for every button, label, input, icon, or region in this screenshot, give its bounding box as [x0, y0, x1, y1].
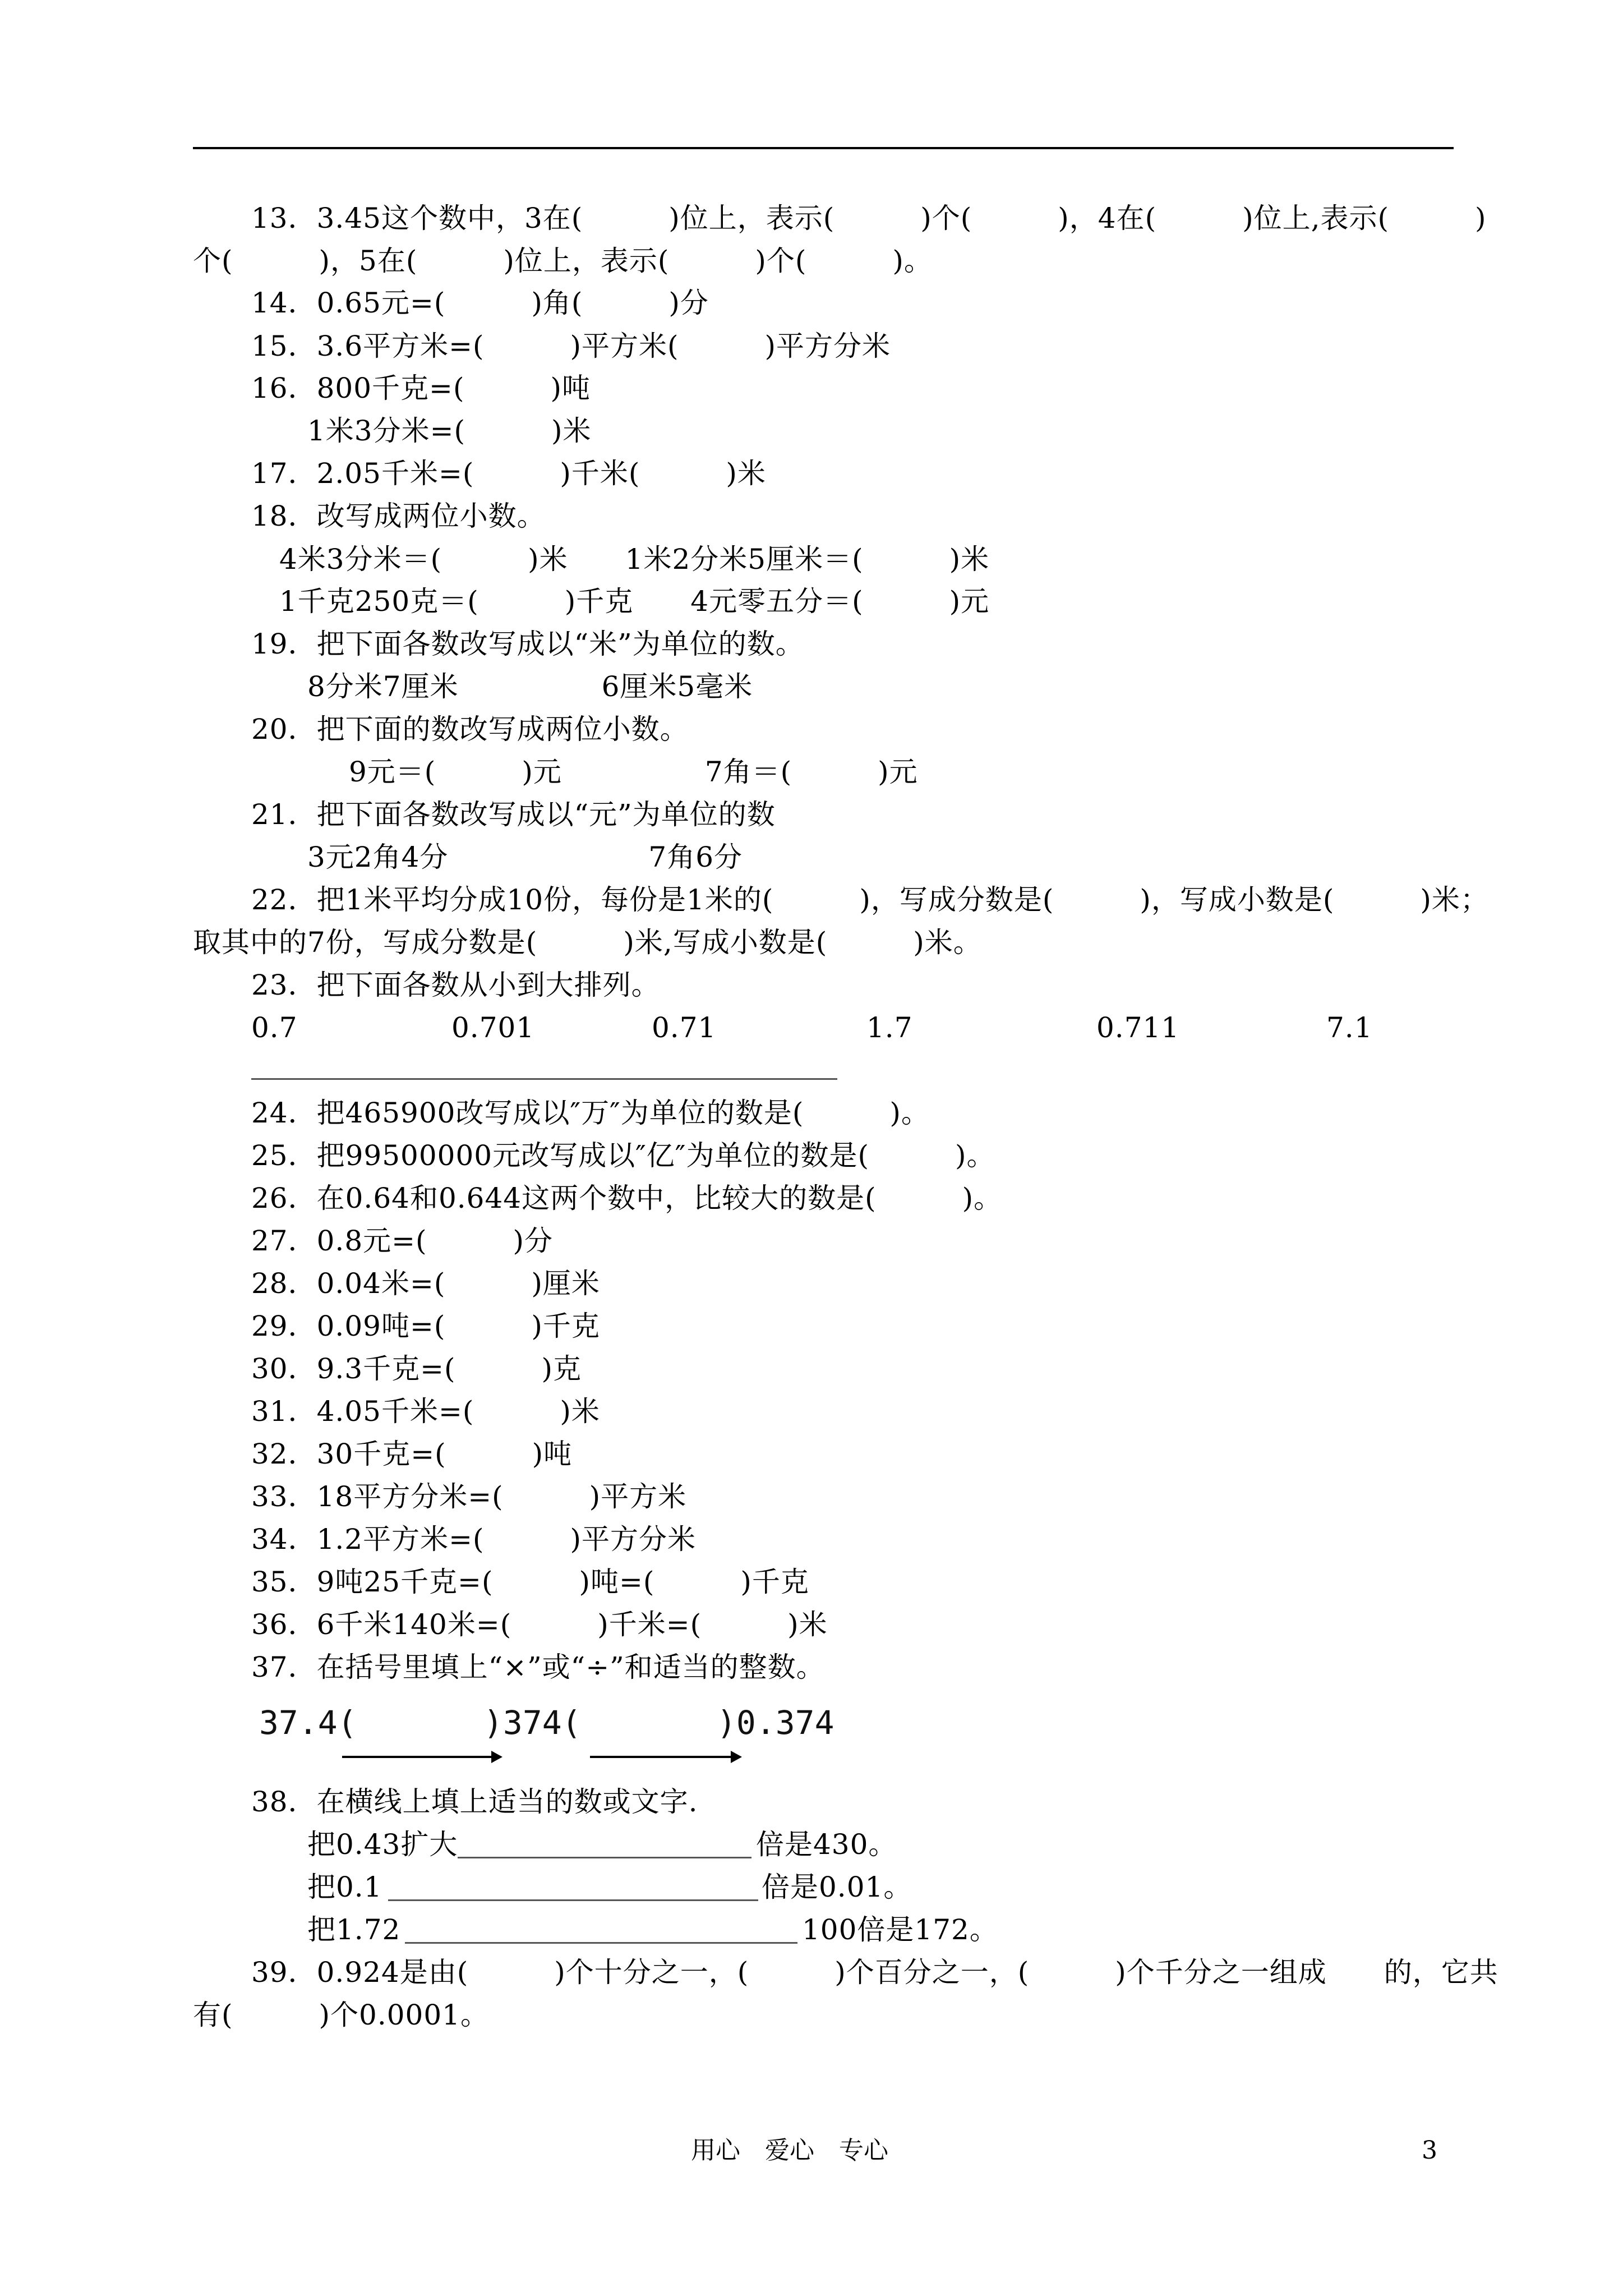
answer-line	[388, 1899, 758, 1901]
question-20-sub: 9元＝( )元 7角＝( )元	[349, 756, 918, 788]
question-15: 15．3.6平方米=( )平方米( )平方分米	[251, 330, 891, 362]
number-item: 0.701	[451, 1011, 535, 1044]
question-23: 23．把下面各数从小到大排列。	[251, 969, 660, 1001]
number-item: )374(	[483, 1704, 582, 1742]
question-27: 27．0.8元=( )分	[251, 1225, 554, 1257]
question-18-sub-1: 4米3分米＝( )米 1米2分米5厘米＝( )米	[279, 543, 990, 576]
question-16: 16．800千克=( )吨	[251, 372, 591, 404]
question-38-sub-1-end: 倍是430。	[756, 1828, 897, 1861]
question-18-sub-2: 1千克250克＝( )千克 4元零五分＝( )元	[279, 585, 990, 618]
question-13-line-1: 13．3.45这个数中，3在( )位上，表示( )个( )，4在( )位上,表示( )	[251, 202, 1487, 234]
question-22-line-2: 取其中的7份，写成分数是( )米,写成小数是( )米。	[193, 926, 982, 959]
question-26: 26．在0.64和0.644这两个数中，比较大的数是( )。	[251, 1182, 1003, 1214]
question-28: 28．0.04米=( )厘米	[251, 1267, 600, 1300]
question-22-line-1: 22．把1米平均分成10份，每份是1米的( )，写成分数是( )，写成小数是( )米；	[251, 884, 1489, 916]
number-item: 37.4(	[259, 1704, 357, 1742]
arrow-icon	[342, 1756, 494, 1758]
question-39-line-1: 39．0.924是由( )个十分之一，( )个百分之一，( )个千分之一组成 的，它共	[251, 1956, 1498, 1989]
answer-line	[251, 1078, 837, 1080]
question-38-sub-2-end: 倍是0.01。	[762, 1871, 912, 1903]
question-38: 38．在横线上填上适当的数或文字.	[251, 1786, 698, 1818]
question-30: 30．9.3千克=( )克	[251, 1352, 582, 1385]
page-number: 3	[1422, 2136, 1437, 2165]
answer-line	[458, 1857, 751, 1858]
question-38-sub-1: 把0.43扩大	[307, 1828, 458, 1861]
question-38-sub-3: 把1.72	[307, 1913, 401, 1946]
answer-line	[405, 1942, 797, 1944]
question-36: 36．6千米140米=( )千米=( )米	[251, 1608, 828, 1641]
question-24: 24．把465900改写成以″万″为单位的数是( )。	[251, 1097, 930, 1129]
number-item: )0.374	[717, 1704, 834, 1742]
question-37: 37．在括号里填上“×”或“÷”和适当的整数。	[251, 1651, 825, 1683]
question-32: 32．30千克=( )吨	[251, 1438, 573, 1470]
question-39-line-2: 有( )个0.0001。	[193, 1999, 489, 2031]
question-13-line-2: 个( )，5在( )位上，表示( )个( )。	[193, 245, 933, 277]
arrow-icon	[590, 1756, 733, 1758]
question-20: 20．把下面的数改写成两位小数。	[251, 713, 689, 746]
number-item: 7.1	[1326, 1011, 1373, 1044]
question-21: 21．把下面各数改写成以“元”为单位的数	[251, 798, 776, 831]
question-19: 19．把下面各数改写成以“米”为单位的数。	[251, 628, 804, 660]
question-16-sub: 1米3分米=( )米	[307, 415, 592, 447]
number-item: 0.711	[1096, 1011, 1180, 1044]
number-item: 0.7	[251, 1011, 298, 1044]
question-19-sub: 8分米7厘米 6厘米5毫米	[307, 670, 753, 703]
number-item: 1.7	[866, 1011, 913, 1044]
question-29: 29．0.09吨=( )千克	[251, 1310, 600, 1342]
footer-text: 用心 爱心 专心	[691, 2136, 888, 2165]
question-14: 14．0.65元=( )角( )分	[251, 287, 709, 319]
question-17: 17．2.05千米=( )千米( )米	[251, 457, 766, 490]
question-18: 18．改写成两位小数。	[251, 500, 546, 532]
question-31: 31．4.05千米=( )米	[251, 1395, 600, 1428]
question-34: 34．1.2平方米=( )平方分米	[251, 1523, 697, 1556]
question-25: 25．把99500000元改写成以″亿″为单位的数是( )。	[251, 1139, 995, 1172]
question-38-sub-3-end: 100倍是172。	[802, 1913, 998, 1946]
question-38-sub-2: 把0.1	[307, 1871, 382, 1903]
question-21-sub: 3元2角4分 7角6分	[307, 841, 743, 873]
question-35: 35．9吨25千克=( )吨=( )千克	[251, 1566, 809, 1598]
question-33: 33．18平方分米=( )平方米	[251, 1480, 687, 1513]
number-item: 0.71	[652, 1011, 717, 1044]
header-rule	[193, 147, 1454, 149]
